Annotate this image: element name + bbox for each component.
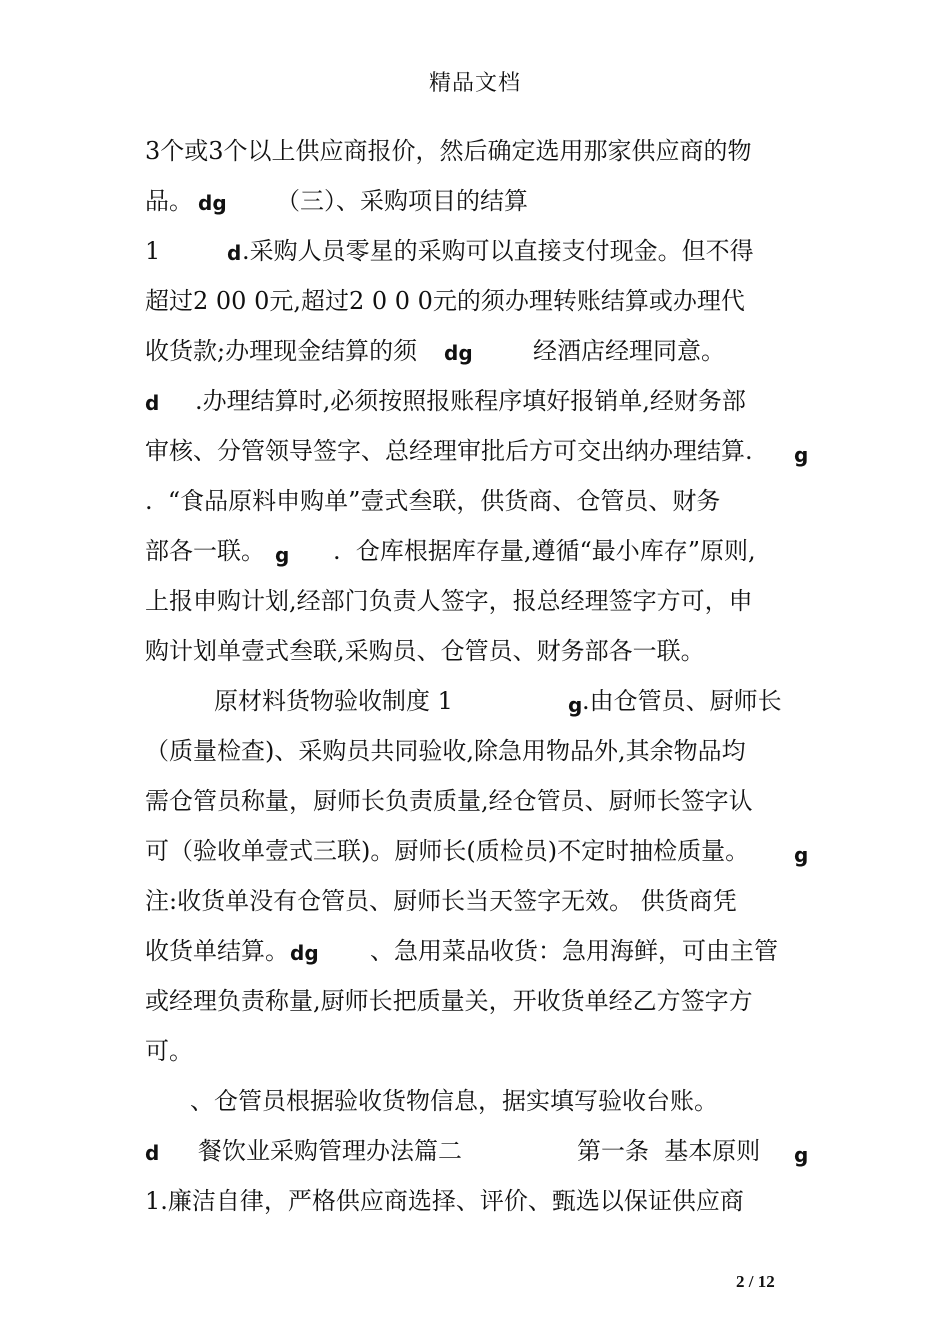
text-line: 审核、分管领导签字、总经理审批后方可交出纳办理结算. xyxy=(145,437,753,465)
marker-glyph: g xyxy=(794,443,809,467)
marker-glyph: g xyxy=(568,693,583,717)
marker-glyph: g xyxy=(275,543,290,567)
text-line: 收货款;办理现金结算的须 xyxy=(145,337,418,365)
marker-glyph: d xyxy=(227,241,242,265)
page-number: 2 / 12 xyxy=(736,1272,775,1291)
text-line: 经酒店经理同意。 xyxy=(533,337,725,365)
text-line: 1.廉洁自律，严格供应商选择、评价、甄选以保证供应商 xyxy=(145,1187,744,1215)
text-line: 收货单结算。 xyxy=(145,937,289,965)
text-line: . 仓库根据库存量,遵循“最小库存”原则, xyxy=(333,537,756,565)
marker-glyph: g xyxy=(794,1143,809,1167)
marker-glyph: dg xyxy=(444,341,473,365)
text-line: 可（验收单壹式三联)。厨师长(质检员)不定时抽检质量。 xyxy=(145,837,750,865)
text-line: 1 xyxy=(145,237,161,265)
marker-glyph: dg xyxy=(290,941,319,965)
text-line: 原材料货物验收制度 1 xyxy=(214,687,453,715)
text-line: .办理结算时,必须按照报账程序填好报销单,经财务部 xyxy=(195,387,746,415)
marker-glyph: d xyxy=(145,391,160,415)
text-line: 可。 xyxy=(145,1037,193,1065)
text-line: 需仓管员称量，厨师长负责质量,经仓管员、厨师长签字认 xyxy=(145,787,753,815)
text-line: 购计划单壹式叁联,采购员、仓管员、财务部各一联。 xyxy=(145,637,705,665)
text-line: （三）、采购项目的结算 xyxy=(276,187,528,215)
marker-glyph: dg xyxy=(198,191,227,215)
text-line: 品。 xyxy=(145,187,193,215)
text-line: 第一条 基本原则 xyxy=(577,1137,761,1165)
text-line: .采购人员零星的采购可以直接支付现金。但不得 xyxy=(242,237,754,265)
text-line: 、急用菜品收货：急用海鲜，可由主管 xyxy=(370,937,778,965)
text-line: 3个或3个以上供应商报价，然后确定选用那家供应商的物 xyxy=(145,137,752,165)
page-header: 精品文档 xyxy=(428,71,521,96)
text-line: 上报申购计划,经部门负责人签字，报总经理签字方可，申 xyxy=(145,587,753,615)
text-line: 餐饮业采购管理办法篇二 xyxy=(198,1137,462,1165)
text-line: .由仓管员、厨师长 xyxy=(582,687,782,715)
text-line: 超过2 00 0元,超过2 0 0 0元的须办理转账结算或办理代 xyxy=(145,287,745,315)
text-line: 部各一联。 xyxy=(145,537,265,565)
text-line: 注:收货单没有仓管员、厨师长当天签字无效。 供货商凭 xyxy=(145,887,737,915)
marker-glyph: d xyxy=(145,1141,160,1165)
text-line: 、仓管员根据验收货物信息，据实填写验收台账。 xyxy=(190,1087,718,1115)
text-line: . “食品原料申购单”壹式叁联，供货商、仓管员、财务 xyxy=(145,487,721,515)
marker-glyph: g xyxy=(794,843,809,867)
text-line: （质量检查)、采购员共同验收,除急用物品外,其余物品均 xyxy=(145,737,746,765)
text-line: 或经理负责称量,厨师长把质量关，开收货单经乙方签字方 xyxy=(145,987,753,1015)
